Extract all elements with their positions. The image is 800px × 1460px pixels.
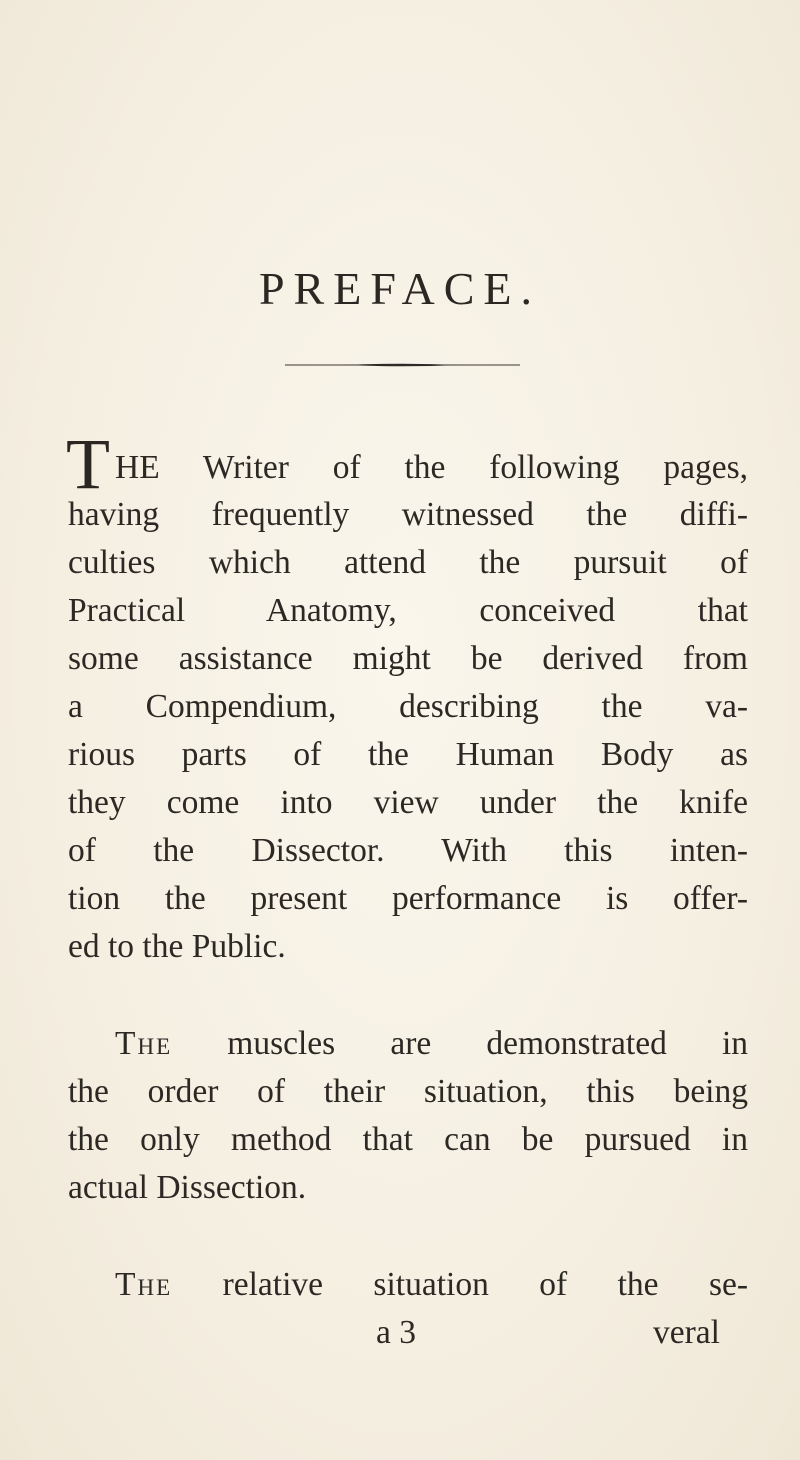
paragraph-1-line-1: HE Writer of the following pages, — [115, 449, 748, 486]
paragraph-1-line-5: some assistance might be derived from — [68, 640, 748, 677]
paragraph-1-line-11: ed to the Public. — [68, 928, 286, 965]
paragraph-2-line-3: the only method that can be pursued in — [68, 1121, 748, 1158]
paragraph-1-line-6: a Compendium, describing the va- — [68, 688, 748, 725]
paragraph-1-line-3: culties which attend the pursuit of — [68, 544, 748, 581]
catchword: veral — [653, 1314, 720, 1351]
paragraph-2-line-1-text: muscles are demonstrated in — [227, 1025, 749, 1062]
paragraph-2-lead: The — [115, 1025, 173, 1062]
paragraph-1-line-7: rious parts of the Human Body as — [68, 736, 748, 773]
page-title: PREFACE. — [258, 263, 542, 314]
paragraph-1-line-2: having frequently witnessed the diffi- — [68, 496, 748, 533]
paragraph-1-line-4: Practical Anatomy, conceived that — [68, 592, 748, 629]
ornamental-rule — [285, 363, 520, 367]
paragraph-2-line-2: the order of their situation, this being — [68, 1073, 748, 1110]
paragraph-1-line-8: they come into view under the knife — [68, 784, 748, 821]
paragraph-3-line-1 — [115, 1263, 748, 1307]
signature-mark: a 3 — [376, 1314, 416, 1351]
drop-cap: T — [66, 424, 110, 504]
paragraph-3-lead: The — [115, 1266, 173, 1303]
paragraph-2-line-1 — [115, 1022, 748, 1066]
paragraph-1-line-9: of the Dissector. With this inten- — [68, 832, 748, 869]
paragraph-2-line-4: actual Dissection. — [68, 1169, 307, 1206]
paragraph-1-line-10: tion the present performance is offer- — [68, 880, 748, 917]
paragraph-3-line-1-text: relative situation of the se- — [222, 1266, 749, 1303]
